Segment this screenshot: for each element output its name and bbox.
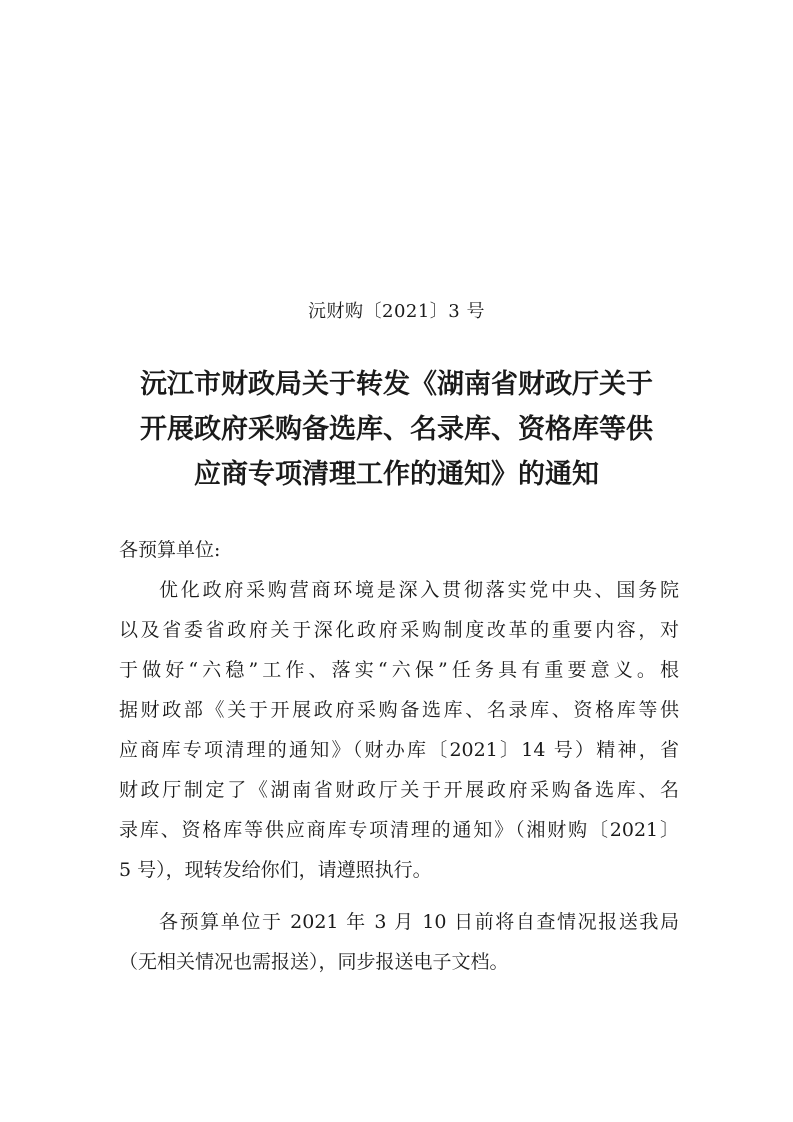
paragraph-1-line: 于做好“六稳”工作、落实“六保”任务具有重要意义。根 bbox=[119, 659, 679, 681]
title-line-3: 应商专项清理工作的通知》的通知 bbox=[194, 459, 599, 490]
title-line-2: 开展政府采购备选库、名录库、资格库等供 bbox=[140, 414, 653, 445]
paragraph-1-line: 以及省委省政府关于深化政府采购制度改革的重要内容，对 bbox=[119, 619, 679, 641]
document-title bbox=[100, 362, 693, 497]
paragraph-1-line: 应商库专项清理的通知》（财办库〔2021〕14 号）精神，省 bbox=[119, 739, 679, 761]
document-number: 沅财购〔2021〕3 号 bbox=[308, 301, 485, 322]
paragraph-1-line: 录库、资格库等供应商库专项清理的通知》（湘财购〔2021〕 bbox=[119, 819, 679, 841]
title-line-1: 沅江市财政局关于转发《湖南省财政厅关于 bbox=[140, 369, 653, 400]
paragraph-2-line: 各预算单位于 2021 年 3 月 10 日前将自查情况报送我局 bbox=[159, 911, 679, 933]
paragraph-2 bbox=[119, 902, 679, 982]
paragraph-1 bbox=[119, 570, 679, 890]
paragraph-1-line: 5 号），现转发给你们，请遵照执行。 bbox=[119, 859, 432, 881]
paragraph-1-line: 优化政府采购营商环境是深入贯彻落实党中央、国务院 bbox=[159, 579, 679, 601]
paragraph-1-line: 据财政部《关于开展政府采购备选库、名录库、资格库等供 bbox=[119, 699, 679, 721]
paragraph-2-line: （无相关情况也需报送），同步报送电子文档。 bbox=[119, 951, 509, 973]
paragraph-1-line: 财政厅制定了《湖南省财政厅关于开展政府采购备选库、名 bbox=[119, 779, 679, 801]
addressee: 各预算单位: bbox=[119, 539, 221, 561]
